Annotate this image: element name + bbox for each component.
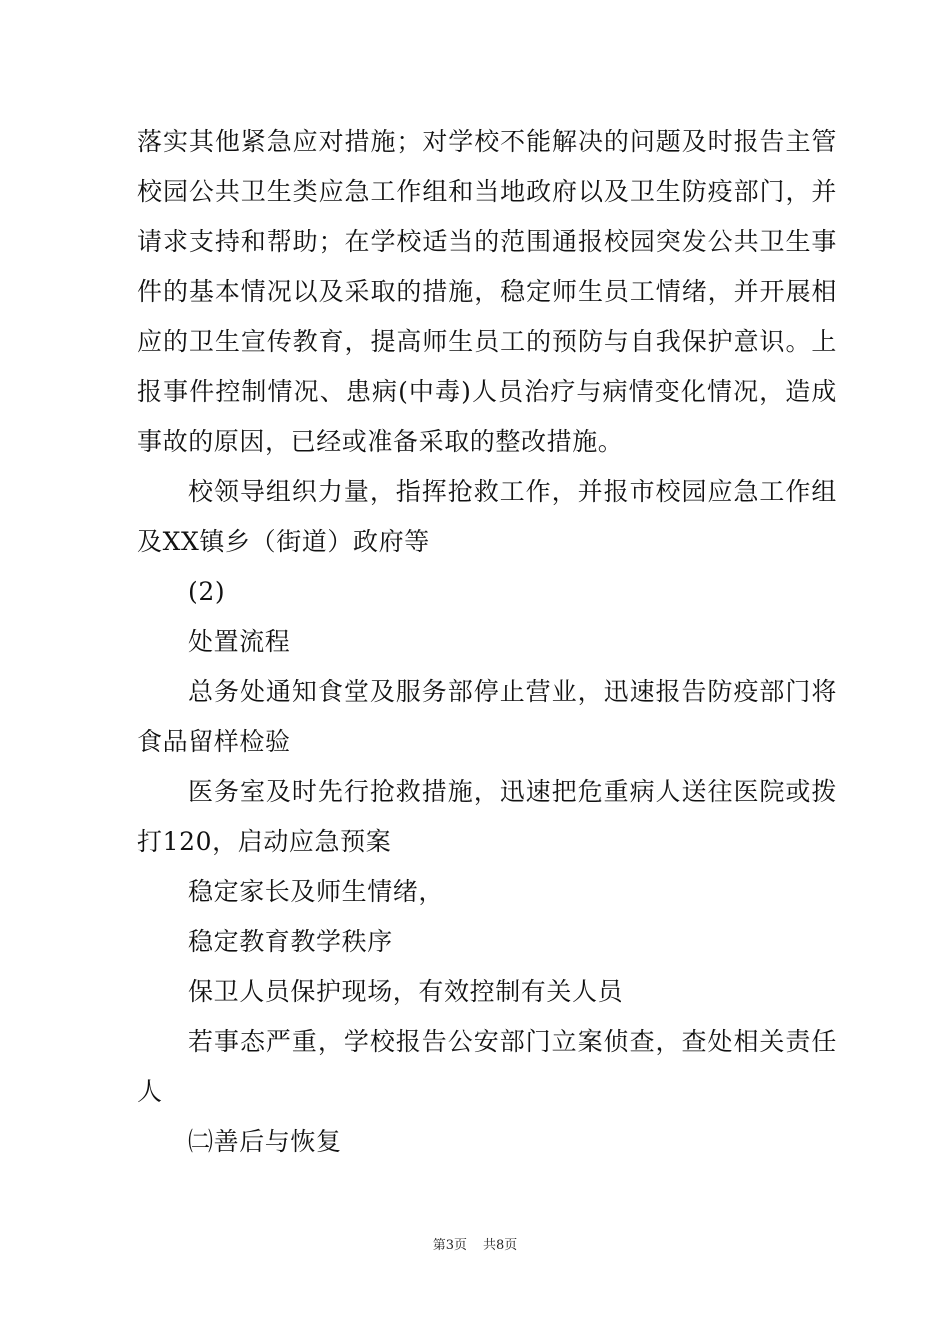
paragraph: (2)	[188, 577, 226, 606]
document-body	[137, 117, 837, 1167]
section-heading: ㈡善后与恢复	[188, 1127, 342, 1156]
page-number: 第3页	[432, 1238, 467, 1253]
paragraph: 稳定家长及师生情绪，	[188, 877, 445, 906]
paragraph: 保卫人员保护现场，有效控制有关人员	[188, 977, 624, 1006]
paragraph: 若事态严重，学校报告公安部门立案侦查，查处相关责任人	[137, 1027, 837, 1106]
section-heading: 处置流程	[188, 627, 291, 656]
paragraph: 校领导组织力量，指挥抢救工作，并报市校园应急工作组及XX镇乡（街道）政府等	[137, 477, 837, 556]
paragraph: 落实其他紧急应对措施；对学校不能解决的问题及时报告主管校园公共卫生类应急工作组和当地政府以及卫生防疫部门，并请求支持和帮助；在学校适当的范围通报校园突发公共卫生事件的基本情况以及采取的措施，稳定师生员工情绪，并开展相应的卫生宣传教育，提高师生员工的预防与自我保护意识。上报事件控制情况、患病(中毒)人员治疗与病情变化情况，造成事故的原因，已经或准备采取的整改措施。	[137, 127, 837, 456]
page-footer	[0, 1234, 950, 1253]
paragraph: 总务处通知食堂及服务部停止营业，迅速报告防疫部门将食品留样检验	[137, 677, 837, 756]
paragraph: 稳定教育教学秩序	[188, 927, 393, 956]
paragraph: 医务室及时先行抢救措施，迅速把危重病人送往医院或拨打120，启动应急预案	[137, 777, 837, 856]
page-total: 共8页	[483, 1238, 518, 1253]
